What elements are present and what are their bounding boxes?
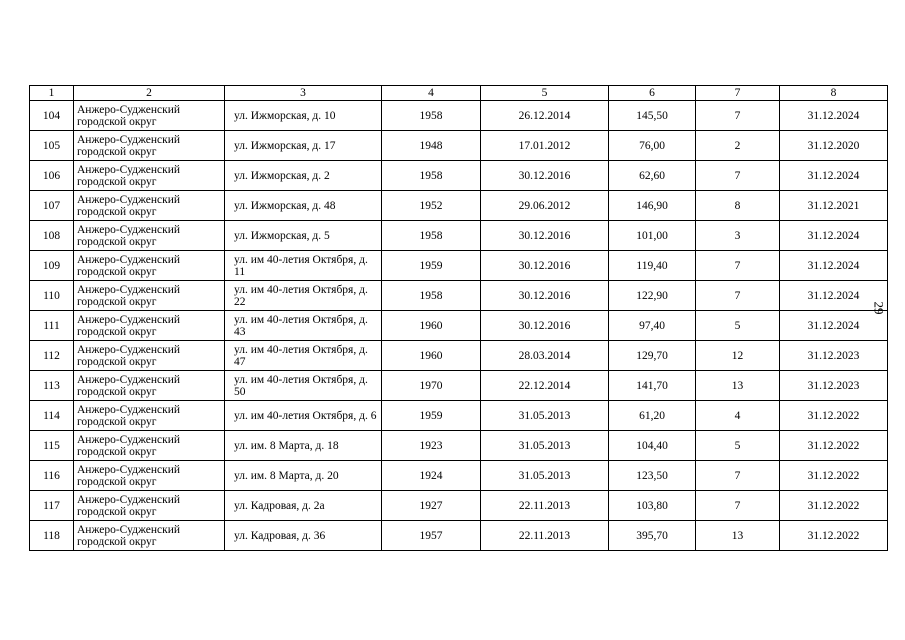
municipality-cell: Анжеро-Судженский городской округ	[74, 191, 225, 221]
count-cell: 13	[696, 521, 780, 551]
address-cell: ул. им 40-летия Октября, д. 11	[225, 251, 382, 281]
municipality-cell: Анжеро-Судженский городской округ	[74, 491, 225, 521]
address-cell: ул. им 40-летия Октября, д. 43	[225, 311, 382, 341]
date-cell: 22.12.2014	[481, 371, 609, 401]
municipality-cell: Анжеро-Судженский городской округ	[74, 371, 225, 401]
row-number-cell: 118	[30, 521, 74, 551]
count-cell: 2	[696, 131, 780, 161]
area-cell: 129,70	[609, 341, 696, 371]
count-cell: 7	[696, 251, 780, 281]
area-cell: 103,80	[609, 491, 696, 521]
date-cell: 22.11.2013	[481, 521, 609, 551]
year-cell: 1923	[382, 431, 481, 461]
year-cell: 1948	[382, 131, 481, 161]
municipality-cell: Анжеро-Судженский городской округ	[74, 431, 225, 461]
municipality-cell: Анжеро-Судженский городской округ	[74, 341, 225, 371]
address-cell: ул. Кадровая, д. 36	[225, 521, 382, 551]
area-cell: 76,00	[609, 131, 696, 161]
table-row	[30, 521, 888, 551]
count-cell: 8	[696, 191, 780, 221]
count-cell: 7	[696, 161, 780, 191]
year-cell: 1957	[382, 521, 481, 551]
municipality-cell: Анжеро-Судженский городской округ	[74, 221, 225, 251]
column-header: 1	[30, 86, 74, 101]
address-cell: ул. Ижморская, д. 17	[225, 131, 382, 161]
deadline-cell: 31.12.2021	[780, 191, 888, 221]
year-cell: 1927	[382, 491, 481, 521]
year-cell: 1958	[382, 221, 481, 251]
count-cell: 5	[696, 431, 780, 461]
date-cell: 31.05.2013	[481, 461, 609, 491]
deadline-cell: 31.12.2023	[780, 371, 888, 401]
deadline-cell: 31.12.2022	[780, 491, 888, 521]
municipality-cell: Анжеро-Судженский городской округ	[74, 161, 225, 191]
column-number-header-row	[30, 86, 888, 101]
address-cell: ул. им 40-летия Октября, д. 6	[225, 401, 382, 431]
row-number-cell: 115	[30, 431, 74, 461]
area-cell: 97,40	[609, 311, 696, 341]
date-cell: 31.05.2013	[481, 431, 609, 461]
deadline-cell: 31.12.2022	[780, 401, 888, 431]
year-cell: 1959	[382, 401, 481, 431]
address-cell: ул. Ижморская, д. 2	[225, 161, 382, 191]
year-cell: 1959	[382, 251, 481, 281]
count-cell: 7	[696, 491, 780, 521]
column-header: 3	[225, 86, 382, 101]
year-cell: 1958	[382, 281, 481, 311]
count-cell: 12	[696, 341, 780, 371]
date-cell: 30.12.2016	[481, 161, 609, 191]
address-cell: ул. им 40-летия Октября, д. 50	[225, 371, 382, 401]
date-cell: 30.12.2016	[481, 281, 609, 311]
area-cell: 119,40	[609, 251, 696, 281]
address-cell: ул. Ижморская, д. 48	[225, 191, 382, 221]
date-cell: 30.12.2016	[481, 221, 609, 251]
table-row	[30, 461, 888, 491]
column-header: 4	[382, 86, 481, 101]
count-cell: 3	[696, 221, 780, 251]
area-cell: 395,70	[609, 521, 696, 551]
row-number-cell: 110	[30, 281, 74, 311]
deadline-cell: 31.12.2024	[780, 251, 888, 281]
page-number: 29	[871, 301, 887, 315]
table-row	[30, 341, 888, 371]
year-cell: 1970	[382, 371, 481, 401]
row-number-cell: 109	[30, 251, 74, 281]
date-cell: 28.03.2014	[481, 341, 609, 371]
table-row	[30, 161, 888, 191]
date-cell: 29.06.2012	[481, 191, 609, 221]
area-cell: 62,60	[609, 161, 696, 191]
table-row	[30, 191, 888, 221]
address-cell: ул. Ижморская, д. 5	[225, 221, 382, 251]
date-cell: 31.05.2013	[481, 401, 609, 431]
column-header: 6	[609, 86, 696, 101]
area-cell: 101,00	[609, 221, 696, 251]
count-cell: 5	[696, 311, 780, 341]
deadline-cell: 31.12.2022	[780, 431, 888, 461]
deadline-cell: 31.12.2024	[780, 311, 888, 341]
area-cell: 123,50	[609, 461, 696, 491]
row-number-cell: 107	[30, 191, 74, 221]
municipality-cell: Анжеро-Судженский городской округ	[74, 311, 225, 341]
area-cell: 122,90	[609, 281, 696, 311]
column-header: 7	[696, 86, 780, 101]
table-row	[30, 431, 888, 461]
address-cell: ул. им 40-летия Октября, д. 47	[225, 341, 382, 371]
row-number-cell: 104	[30, 101, 74, 131]
area-cell: 104,40	[609, 431, 696, 461]
deadline-cell: 31.12.2022	[780, 521, 888, 551]
deadline-cell: 31.12.2020	[780, 131, 888, 161]
address-cell: ул. им 40-летия Октября, д. 22	[225, 281, 382, 311]
table-row	[30, 281, 888, 311]
municipality-cell: Анжеро-Судженский городской округ	[74, 281, 225, 311]
table-row	[30, 311, 888, 341]
row-number-cell: 114	[30, 401, 74, 431]
year-cell: 1952	[382, 191, 481, 221]
row-number-cell: 105	[30, 131, 74, 161]
table-row	[30, 131, 888, 161]
municipality-cell: Анжеро-Судженский городской округ	[74, 101, 225, 131]
year-cell: 1958	[382, 161, 481, 191]
column-header: 8	[780, 86, 888, 101]
year-cell: 1960	[382, 341, 481, 371]
row-number-cell: 113	[30, 371, 74, 401]
address-cell: ул. им. 8 Марта, д. 20	[225, 461, 382, 491]
year-cell: 1924	[382, 461, 481, 491]
table-row	[30, 371, 888, 401]
year-cell: 1960	[382, 311, 481, 341]
date-cell: 22.11.2013	[481, 491, 609, 521]
municipality-cell: Анжеро-Судженский городской округ	[74, 131, 225, 161]
deadline-cell: 31.12.2024	[780, 101, 888, 131]
date-cell: 26.12.2014	[481, 101, 609, 131]
deadline-cell: 31.12.2024	[780, 161, 888, 191]
table-row	[30, 401, 888, 431]
column-header: 2	[74, 86, 225, 101]
municipality-cell: Анжеро-Судженский городской округ	[74, 461, 225, 491]
table-row	[30, 101, 888, 131]
area-cell: 145,50	[609, 101, 696, 131]
count-cell: 4	[696, 401, 780, 431]
table-row	[30, 491, 888, 521]
deadline-cell: 31.12.2022	[780, 461, 888, 491]
municipality-cell: Анжеро-Судженский городской округ	[74, 251, 225, 281]
row-number-cell: 116	[30, 461, 74, 491]
table-row	[30, 251, 888, 281]
year-cell: 1958	[382, 101, 481, 131]
table-body	[30, 86, 888, 551]
deadline-cell: 31.12.2024	[780, 221, 888, 251]
address-cell: ул. им. 8 Марта, д. 18	[225, 431, 382, 461]
address-cell: ул. Ижморская, д. 10	[225, 101, 382, 131]
municipality-cell: Анжеро-Судженский городской округ	[74, 401, 225, 431]
area-cell: 61,20	[609, 401, 696, 431]
table-row	[30, 221, 888, 251]
date-cell: 30.12.2016	[481, 251, 609, 281]
municipality-cell: Анжеро-Судженский городской округ	[74, 521, 225, 551]
deadline-cell: 31.12.2023	[780, 341, 888, 371]
area-cell: 146,90	[609, 191, 696, 221]
deadline-cell: 31.12.2024	[780, 281, 888, 311]
date-cell: 30.12.2016	[481, 311, 609, 341]
row-number-cell: 106	[30, 161, 74, 191]
row-number-cell: 117	[30, 491, 74, 521]
register-table	[29, 85, 888, 551]
date-cell: 17.01.2012	[481, 131, 609, 161]
row-number-cell: 111	[30, 311, 74, 341]
count-cell: 7	[696, 101, 780, 131]
row-number-cell: 108	[30, 221, 74, 251]
count-cell: 7	[696, 281, 780, 311]
row-number-cell: 112	[30, 341, 74, 371]
count-cell: 13	[696, 371, 780, 401]
address-cell: ул. Кадровая, д. 2а	[225, 491, 382, 521]
column-header: 5	[481, 86, 609, 101]
area-cell: 141,70	[609, 371, 696, 401]
count-cell: 7	[696, 461, 780, 491]
